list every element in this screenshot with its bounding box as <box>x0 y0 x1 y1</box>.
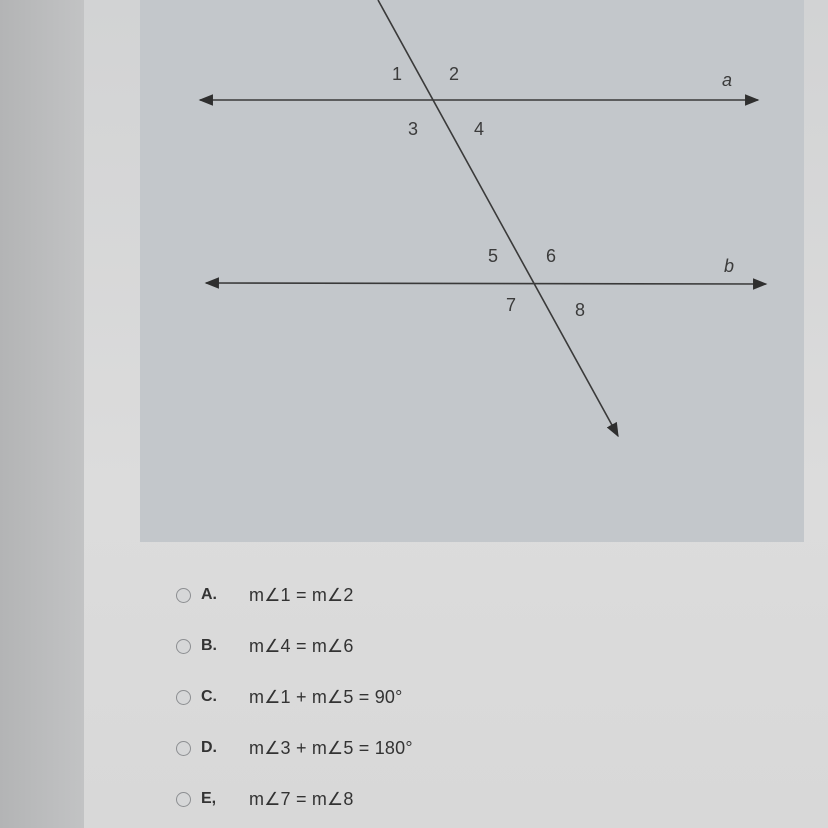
choice-c[interactable] <box>176 682 403 712</box>
angle-label-7: 7 <box>506 295 517 315</box>
choice-letter: D. <box>201 739 217 756</box>
choice-expression: m∠7 = m∠8 <box>249 788 354 809</box>
radio-button-c[interactable] <box>176 690 191 705</box>
angle-label-8: 8 <box>575 300 586 320</box>
line-label-b: b <box>724 256 735 276</box>
choice-expression: m∠1 = m∠2 <box>249 584 354 605</box>
choice-letter: E, <box>201 790 217 807</box>
radio-button-a[interactable] <box>176 588 191 603</box>
choice-expression: m∠3 + m∠5 = 180° <box>249 737 413 758</box>
angle-label-5: 5 <box>488 246 499 266</box>
choice-b[interactable] <box>176 631 354 661</box>
radio-button-b[interactable] <box>176 639 191 654</box>
angle-label-4: 4 <box>474 119 485 139</box>
choice-letter: A. <box>201 586 217 603</box>
radio-button-d[interactable] <box>176 741 191 756</box>
angle-label-6: 6 <box>546 246 557 266</box>
choice-d[interactable] <box>176 733 413 763</box>
angle-label-3: 3 <box>408 119 419 139</box>
choice-a[interactable] <box>176 580 354 610</box>
angle-label-1: 1 <box>392 64 403 84</box>
line-b <box>206 283 766 284</box>
choice-letter: C. <box>201 688 217 705</box>
line-label-a: a <box>722 70 733 90</box>
angle-label-2: 2 <box>449 64 460 84</box>
transversal-line <box>378 0 618 436</box>
radio-button-e[interactable] <box>176 792 191 807</box>
choice-expression: m∠4 = m∠6 <box>249 635 354 656</box>
choice-letter: B. <box>201 637 217 654</box>
choice-expression: m∠1 + m∠5 = 90° <box>249 686 403 707</box>
choice-e[interactable] <box>176 784 354 814</box>
